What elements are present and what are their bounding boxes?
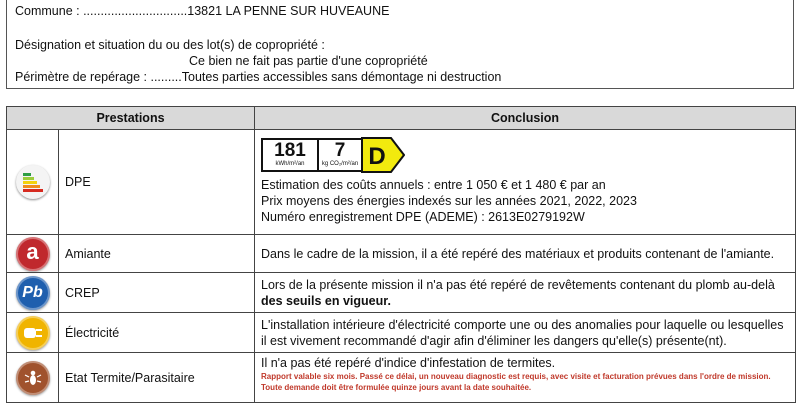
energy-unit: kWh/m²/an: [275, 161, 305, 167]
dpe-cost-line: Estimation des coûts annuels : entre 1 050 € et 1 480 € par an: [261, 178, 606, 192]
electric-plug-icon: [16, 316, 50, 350]
table-header-row: [7, 107, 796, 130]
table-row-termite: [7, 353, 796, 403]
amiante-conclusion: Dans le cadre de la mission, il a été repéré des matériaux et produits contenant de l'amiante.: [255, 235, 796, 273]
crep-icon-cell: [7, 273, 59, 313]
designation-value: Ce bien ne fait pas partie d'une copropriété: [189, 54, 428, 68]
row-name: DPE: [59, 130, 255, 235]
column-header-prestations: Prestations: [7, 107, 255, 130]
energy-rating-icon: [16, 165, 50, 199]
amiante-icon-cell: [7, 235, 59, 273]
perimetre-line: Périmètre de repérage : .........Toutes parties accessibles sans démontage ni destruction: [15, 70, 502, 84]
dpe-conclusion: [255, 130, 796, 235]
termite-icon-cell: [7, 353, 59, 403]
dpe-values-box: [261, 138, 363, 172]
diagnostics-summary-table: [6, 106, 796, 403]
commune-line: Commune : ..............................13821 LA PENNE SUR HUVEAUNE: [15, 4, 390, 18]
crep-text-bold: des seuils en vigueur.: [261, 293, 391, 308]
electricite-icon-cell: [7, 313, 59, 353]
table-row-dpe: [7, 130, 796, 235]
electricite-conclusion: L'installation intérieure d'électricité comporte une ou des anomalies pour laquelle ou lesquelles il est vivement recommandé d'agir afin d'éliminer les dangers qu'elle(s) présente(nt).: [255, 313, 796, 353]
termite-conclusion: [255, 353, 796, 403]
dpe-icon-cell: [7, 130, 59, 235]
table-row-electricite: [7, 313, 796, 353]
table-row-amiante: [7, 235, 796, 273]
row-name: Amiante: [59, 235, 255, 273]
dpe-registration-line: Numéro enregistrement DPE (ADEME) : 2613E0279192W: [261, 210, 585, 224]
energy-value: 181: [274, 140, 306, 161]
designation-label: Désignation et situation du ou des lot(s) de copropriété :: [15, 38, 325, 52]
crep-conclusion: [255, 273, 796, 313]
table-row-crep: [7, 273, 796, 313]
termite-icon: [16, 361, 50, 395]
row-name: CREP: [59, 273, 255, 313]
column-header-conclusion: Conclusion: [255, 107, 796, 130]
row-name: Électricité: [59, 313, 255, 353]
dpe-energy-label: [261, 136, 789, 174]
ges-value: 7: [334, 140, 346, 161]
lead-icon: Pb: [16, 276, 50, 310]
dpe-prices-line: Prix moyens des énergies indexés sur les années 2021, 2022, 2023: [261, 194, 637, 208]
row-name: Etat Termite/Parasitaire: [59, 353, 255, 403]
validity-warning: Rapport valable six mois. Passé ce délai, un nouveau diagnostic est requis, avec visite et facturation prévues dans l'ordre de mission. Toute demande doit être formulée quinze jours avant la date souhaitée.: [261, 372, 771, 392]
crep-text: Lors de la présente mission il n'a pas été repéré de revêtements contenant du plomb au-delà: [261, 277, 775, 292]
dpe-grade-badge: [361, 137, 405, 173]
ges-unit: kg CO₂/m²/an: [321, 161, 359, 167]
termite-text: Il n'a pas été repéré d'indice d'infestation de termites.: [261, 356, 556, 370]
property-header: [6, 0, 794, 89]
dpe-grade-letter: D: [368, 143, 386, 170]
asbestos-icon: a: [16, 237, 50, 271]
